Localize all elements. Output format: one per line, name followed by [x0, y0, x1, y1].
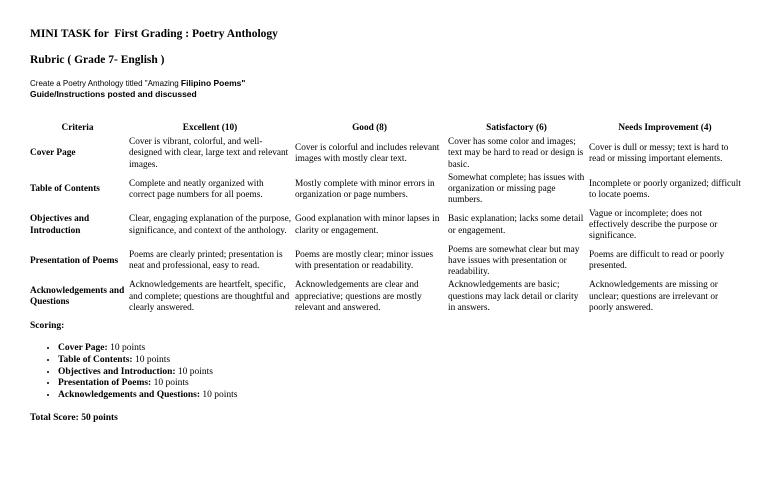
table-cell: Basic explanation; lacks some detail or engagement. [448, 214, 584, 236]
score-label: Cover Page: [58, 343, 108, 353]
table-cell: Poems are clearly printed; presentation is neat and professional, easy to read. [129, 250, 283, 272]
header-satisfactory: Satisfactory (6) [486, 122, 547, 133]
list-item [58, 343, 237, 355]
header-criteria: Criteria [61, 122, 94, 133]
table-cell: Acknowledgements are basic; questions may lack detail or clarity in answers. [448, 280, 579, 313]
table-cell: Acknowledgements are heartfelt, specific, and complete; questions are thoughtful and clearly answered. [129, 280, 290, 313]
table-cell: Good explanation with minor lapses in clarity or engagement. [295, 214, 440, 236]
score-label: Acknowledgements and Questions: [58, 390, 200, 401]
rubric-table [28, 121, 743, 315]
table-cell: Poems are difficult to read or poorly presented. [589, 250, 725, 272]
page-title: MINI TASK for First Grading : Poetry Anthology [30, 28, 278, 40]
criterion-cell: Objectives and Introduction [30, 214, 90, 236]
criterion-cell: Table of Contents [30, 184, 100, 195]
score-value: 10 points [151, 378, 189, 389]
table-cell: Vague or incomplete; does not effectively describe the purpose or significance. [589, 208, 718, 242]
header-needs-improvement: Needs Improvement (4) [618, 122, 712, 133]
table-row [28, 136, 743, 172]
list-item [58, 367, 237, 379]
score-value: 10 points [107, 343, 146, 353]
table-cell: Acknowledgements are missing or unclear; questions are irrelevant or poorly answered. [589, 280, 719, 313]
score-label: Table of Contents: [58, 354, 133, 365]
intro-bold-text: Filipino Poems" [180, 78, 246, 88]
table-cell: Incomplete or poorly organized; difficult to locate poems. [589, 178, 741, 200]
table-row [28, 244, 743, 280]
rubric-header-row [28, 121, 743, 136]
header-excellent: Excellent (10) [182, 122, 238, 133]
score-label: Objectives and Introduction: [58, 366, 176, 377]
guide-line: Guide/Instructions posted and discussed [30, 89, 197, 99]
table-cell: Somewhat complete; has issues with organization or missing page numbers. [448, 173, 585, 206]
scoring-list [44, 343, 237, 402]
table-cell: Cover is colorful and includes relevant images with mostly clear text. [295, 142, 440, 164]
table-cell: Acknowledgements are clear and appreciative; questions are mostly relevant and answered. [295, 280, 422, 313]
score-value: 10 points [200, 390, 238, 401]
table-row [28, 172, 743, 208]
criterion-cell: Cover Page [30, 148, 76, 159]
score-value: 10 points [132, 354, 171, 365]
table-cell: Cover has some color and images; text may be hard to read or design is basic. [448, 137, 584, 170]
criterion-cell: Acknowledgements and Questions [30, 286, 125, 308]
header-good: Good (8) [352, 122, 387, 133]
table-cell: Cover is vibrant, colorful, and well-designed with clear, large text and relevant images. [129, 137, 289, 170]
table-cell: Complete and neatly organized with correct page numbers for all poems. [129, 178, 264, 200]
table-row [28, 208, 743, 244]
table-row [28, 279, 743, 315]
table-cell: Mostly complete with minor errors in organization or page numbers. [295, 178, 435, 200]
total-score: Total Score: 50 points [30, 413, 118, 423]
rubric-subtitle: Rubric ( Grade 7- English ) [30, 54, 165, 66]
intro-text: Create a Poetry Anthology titled "Amazing [30, 79, 181, 88]
intro-line [30, 78, 245, 88]
score-label: Presentation of Poems: [58, 378, 152, 389]
table-cell: Cover is dull or messy; text is hard to read or missing important elements. [589, 142, 729, 164]
list-item [58, 378, 237, 390]
table-cell: Poems are somewhat clear but may have issues with presentation or readability. [448, 244, 580, 278]
table-cell: Poems are mostly clear; minor issues with presentation or readability. [295, 250, 434, 272]
scoring-heading: Scoring: [30, 321, 65, 331]
table-cell: Clear, engaging explanation of the purpose, significance, and context of the anthology. [129, 214, 292, 236]
criterion-cell: Presentation of Poems [30, 255, 119, 266]
list-item [58, 355, 237, 367]
list-item [58, 390, 237, 402]
score-value: 10 points [175, 366, 214, 377]
